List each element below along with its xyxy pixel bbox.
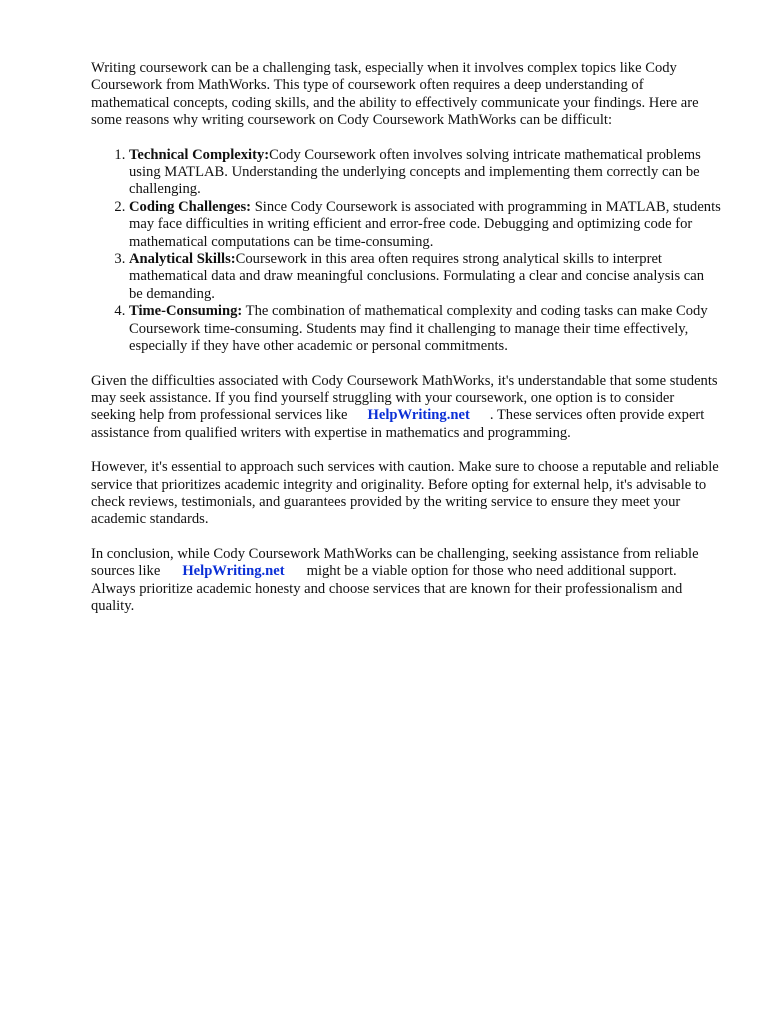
- list-item: [129, 303, 721, 355]
- intro-paragraph: Writing coursework can be a challenging task, especially when it involves complex topics like Cody Coursework from MathWorks. This type of coursework often requires a deep understanding of mathematical concepts, coding skills, and the ability to effectively communicate your findings. Here are some reasons why writing coursework on Cody Coursework MathWorks can be difficult:: [91, 60, 699, 129]
- helpwriting-link[interactable]: HelpWriting.net: [367, 407, 470, 424]
- list-item: [129, 147, 721, 199]
- reason-term: Analytical Skills:: [129, 251, 236, 268]
- reason-text: Cody Coursework often involves solving intricate mathematical problems using MATLAB. Understanding the underlying concepts and implementing them correctly can be challenging.: [129, 146, 701, 198]
- helpwriting-link[interactable]: HelpWriting.net: [182, 563, 285, 580]
- conclusion-paragraph: [91, 546, 721, 616]
- conclusion-text-before: In conclusion, while Cody Coursework MathWorks can be challenging, seeking assistance from reliable sources like: [91, 545, 699, 580]
- reason-text: The combination of mathematical complexity and coding tasks can make Cody Coursework time-consuming. Students may find it challenging to manage their time effectively, especially if they have other academic or personal commitments.: [129, 303, 708, 355]
- reason-term: Coding Challenges:: [129, 198, 252, 215]
- reason-text: Since Cody Coursework is associated with programming in MATLAB, students may face difficulties in writing efficient and error-free code. Debugging and optimizing code for mathematical computations can be time-consuming.: [129, 198, 721, 250]
- list-item: [129, 251, 721, 303]
- reason-text: Coursework in this area often requires strong analytical skills to interpret mathematical data and draw meaningful conclusions. Formulating a clear and concise analysis can be demanding.: [129, 251, 705, 302]
- assistance-text-before: Given the difficulties associated with Cody Coursework MathWorks, it's understandable that some students may seek assistance. If you find yourself struggling with your coursework, one option is to consider seeking help from professional services like: [91, 372, 718, 424]
- reasons-list: [91, 147, 721, 356]
- caution-paragraph: However, it's essential to approach such services with caution. Make sure to choose a reputable and reliable service that prioritizes academic integrity and originality. Before opting for external help, it's advisable to check reviews, testimonials, and guarantees provided by the writing service to ensure they meet your academic standards.: [91, 459, 719, 528]
- list-item: [129, 199, 721, 251]
- document-page: [91, 60, 721, 632]
- reason-term: Technical Complexity:: [129, 146, 270, 163]
- assistance-text-after: . These services often provide expert assistance from qualified writers with expertise in mathematics and programming.: [91, 407, 705, 441]
- assistance-paragraph: [91, 373, 721, 443]
- reason-term: Time-Consuming:: [129, 303, 243, 320]
- conclusion-text-after: might be a viable option for those who need additional support. Always prioritize academic honesty and choose services that are known for their professionalism and quality.: [91, 563, 683, 614]
